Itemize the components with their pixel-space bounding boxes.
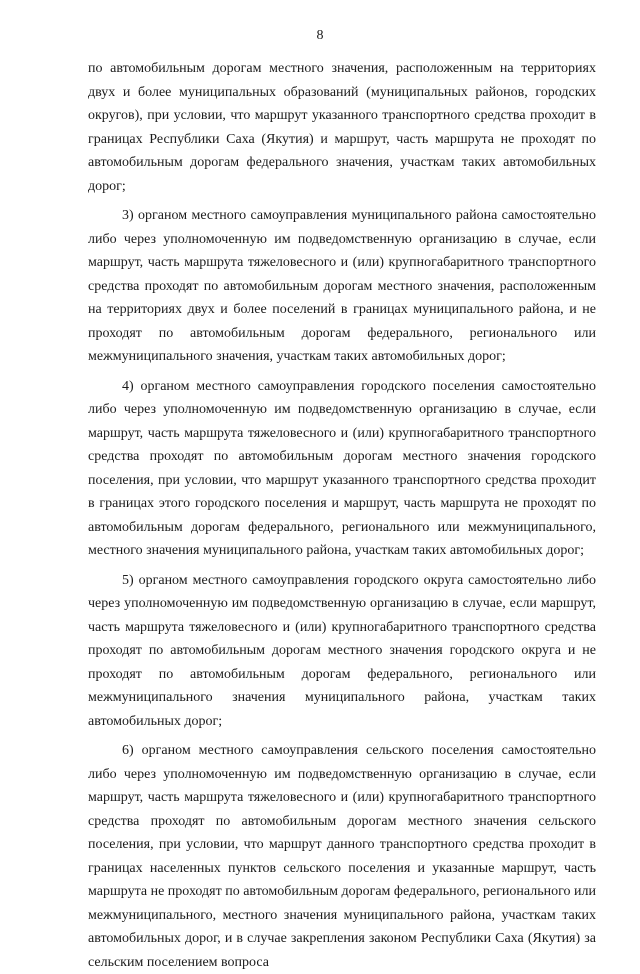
paragraph-item-6: 6) органом местного самоуправления сельского поселения самостоятельно либо через уполномоченную им подведомственную организацию в случае, если маршрут, часть маршрута тяжеловесного и (или) крупногабаритного транспортного средства проходят по автомобильным дорогам местного значения сельского поселения, при условии, что маршрут данного транспортного средства проходит в границах населенных пунктов сельского поселения и указанные маршрут, часть маршрута не проходят по автомобильным дорогам федерального, регионального или межмуниципального, местного значения муниципального района, участкам таких автомобильных дорог, и в случае закрепления законом Республики Саха (Якутия) за сельским поселением вопроса (88, 743, 596, 970)
page-number: 8 (316, 28, 324, 43)
paragraph-item-5: 5) органом местного самоуправления городского округа самостоятельно либо через уполномоченную им подведомственную организацию в случае, если маршрут, часть маршрута тяжеловесного и (или) крупногабаритного транспортного средства проходят по автомобильным дорогам местного значения городского округа и не проходят по автомобильным дорогам федерального, регионального или межмуниципального значения муниципального района, участкам таких автомобильных дорог; (88, 572, 596, 729)
document-body (88, 57, 596, 974)
paragraph-continuation: по автомобильным дорогам местного значения, расположенным на территориях двух и более муниципальных образований (муниципальных районов, городских округов), при условии, что маршрут указанного транспортного средства проходит в границах Республики Саха (Якутия) и маршрут, часть маршрута не проходят по автомобильным дорогам федерального значения, участкам таких автомобильных дорог; (88, 61, 596, 194)
paragraph-item-3: 3) органом местного самоуправления муниципального района самостоятельно либо через уполномоченную им подведомственную организацию в случае, если маршрут, часть маршрута тяжеловесного и (или) крупногабаритного транспортного средства проходят по автомобильным дорогам местного значения, расположенным на территориях двух и более поселений в границах муниципального района, и не проходят по автомобильным дорогам федерального, регионального или межмуниципального значения, участкам таких автомобильных дорог; (88, 208, 596, 364)
paragraph-item-4: 4) органом местного самоуправления городского поселения самостоятельно либо через уполномоченную им подведомственную организацию в случае, если маршрут, часть маршрута тяжеловесного и (или) крупногабаритного транспортного средства проходят по автомобильным дорогам местного значения городского поселения, при условии, что маршрут указанного транспортного средства проходит в границах этого городского поселения и маршрут, часть маршрута не проходят по автомобильным дорогам федерального, регионального или межмуниципального, местного значения муниципального района, участкам таких автомобильных дорог; (88, 378, 596, 558)
